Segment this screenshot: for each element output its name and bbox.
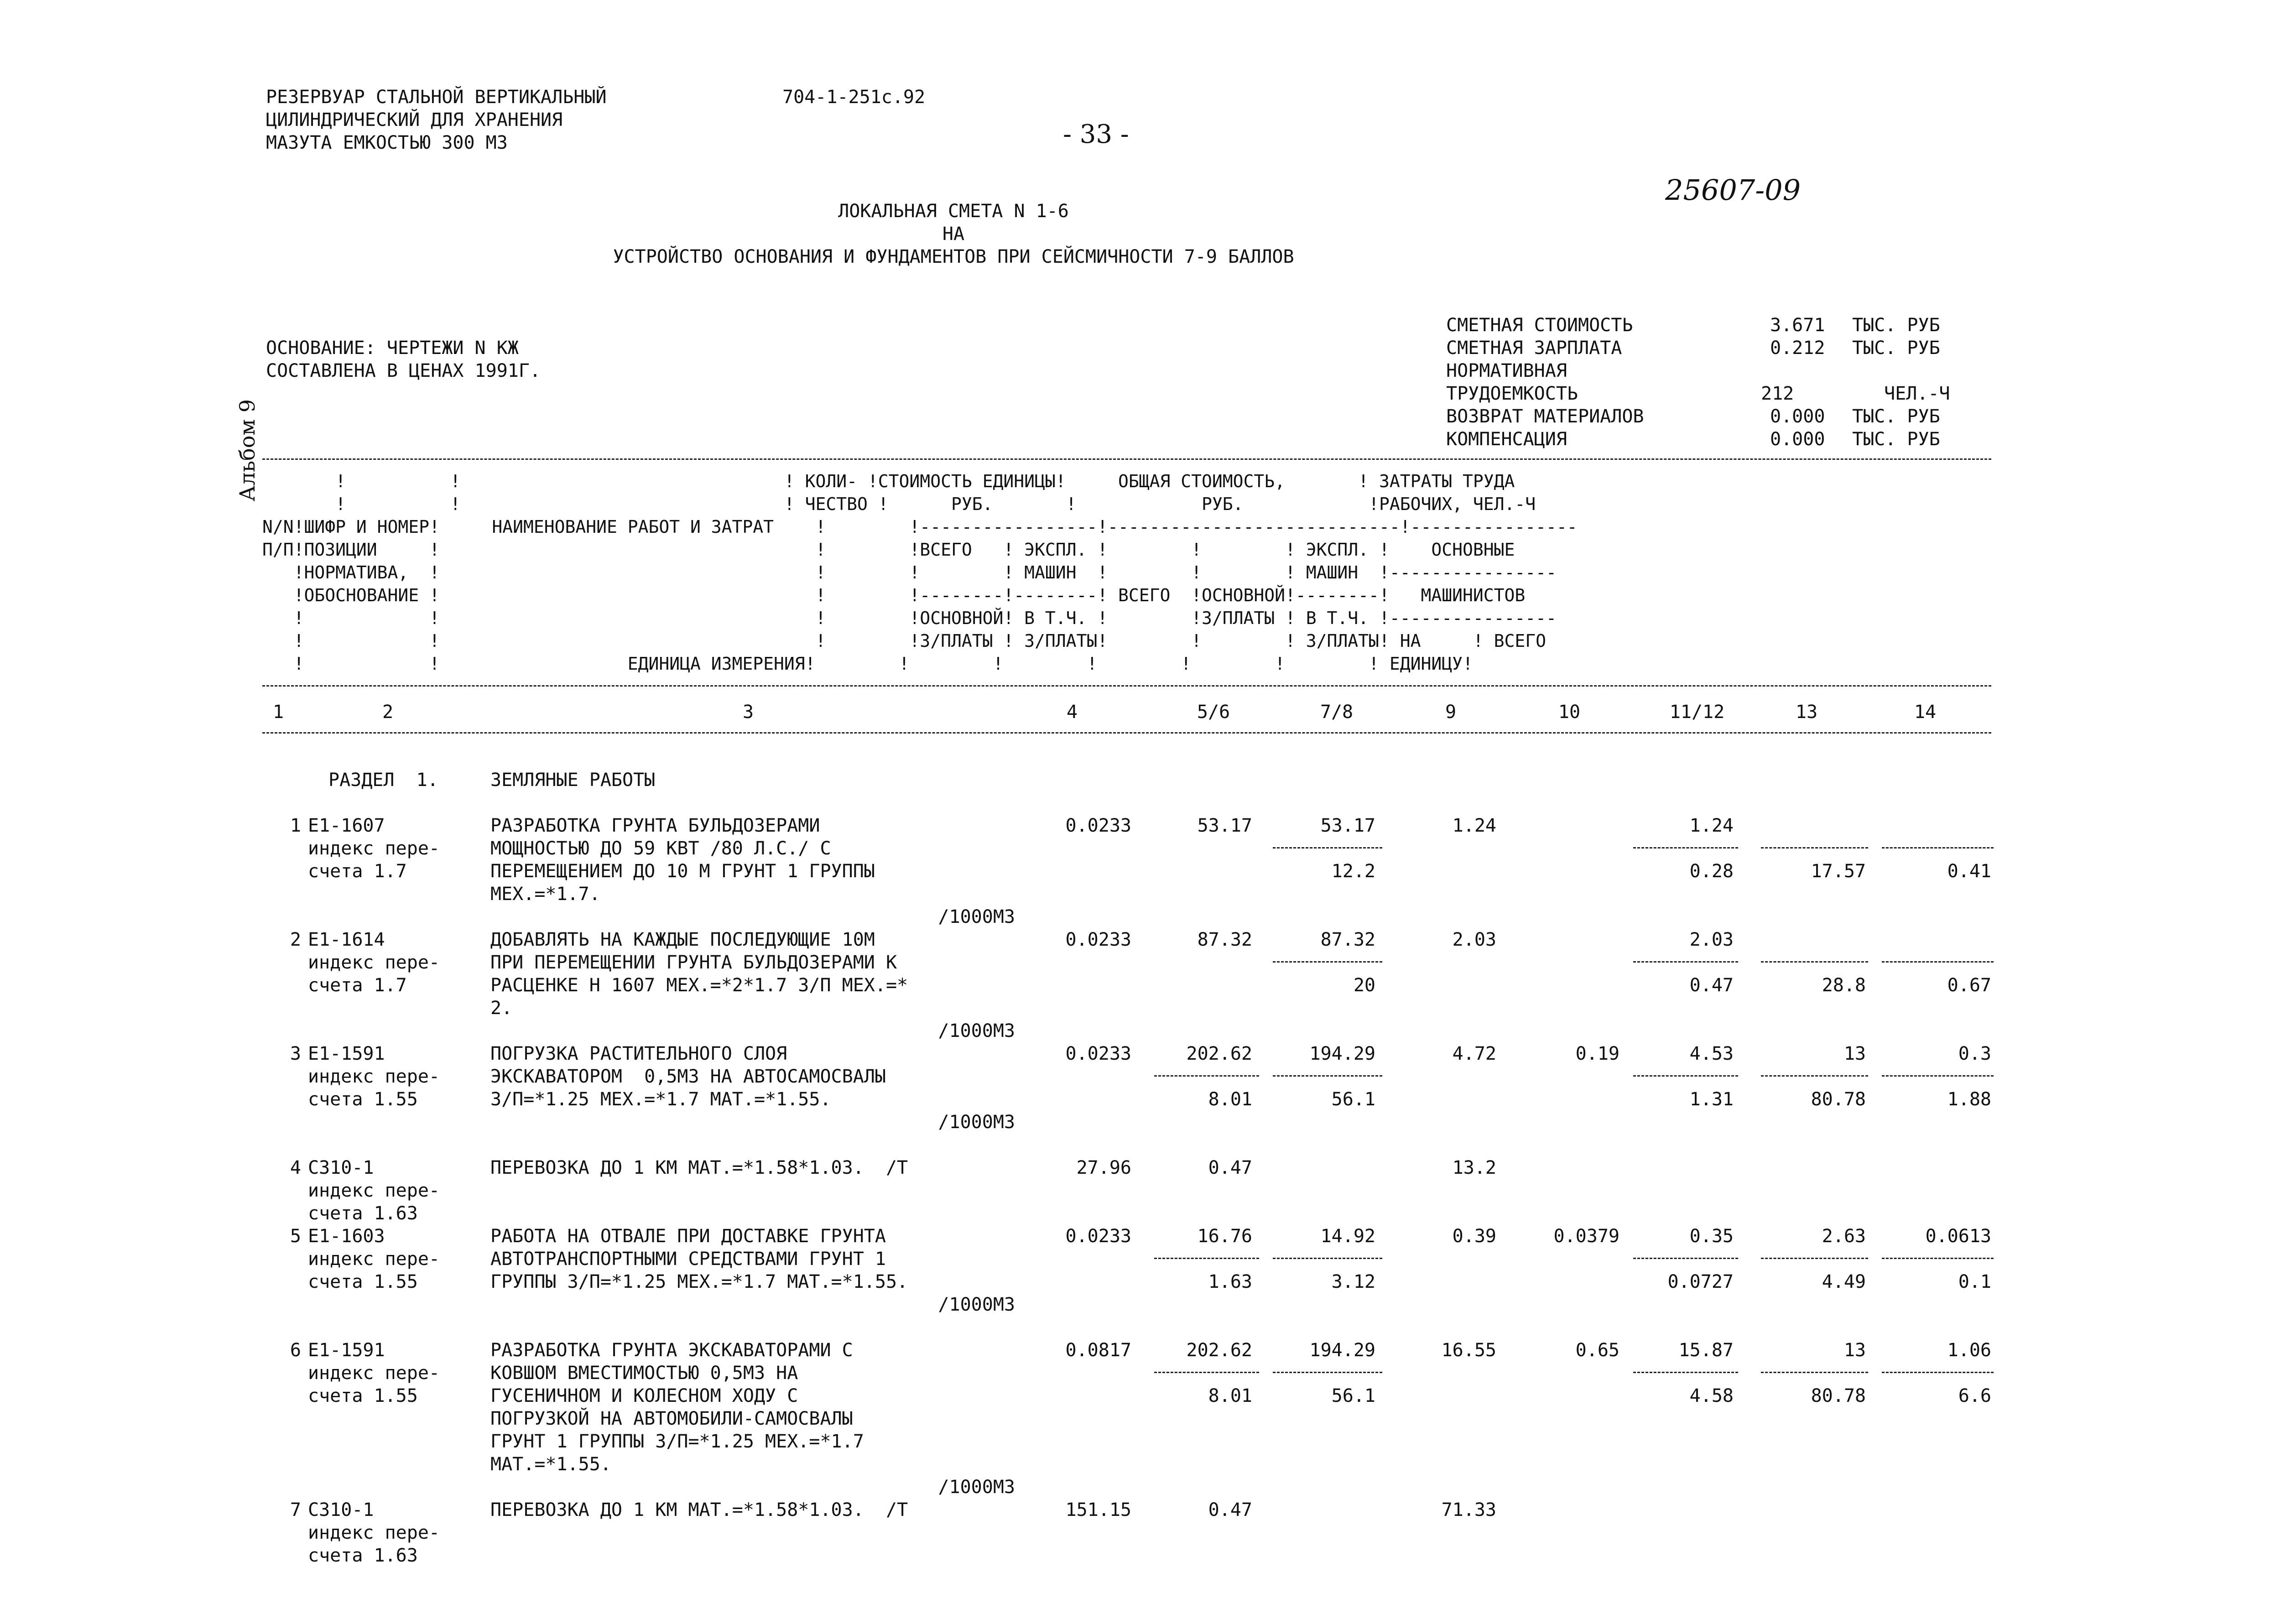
column-number: 9 xyxy=(1445,702,1457,723)
row-total-cost: 71.33 xyxy=(1441,1499,1496,1520)
row-operators-per-unit: 80.78 xyxy=(1811,1089,1866,1110)
cell-separator xyxy=(1633,1075,1738,1077)
column-number: 3 xyxy=(742,702,754,723)
row-unit-cost-total: 0.47 xyxy=(1208,1157,1252,1178)
cell-separator xyxy=(1154,1372,1259,1373)
row-quantity: 0.0233 xyxy=(1065,929,1131,950)
row-labor-per-unit: 13 xyxy=(1844,1340,1866,1361)
column-number: 2 xyxy=(382,702,394,723)
row-number: 1 xyxy=(290,815,301,836)
row-name: ДОБАВЛЯТЬ НА КАЖДЫЕ ПОСЛЕДУЮЩИЕ 10М xyxy=(490,929,875,950)
row-code: счета 1.63 xyxy=(308,1203,418,1224)
row-name: РАБОТА НА ОТВАЛЕ ПРИ ДОСТАВКЕ ГРУНТА xyxy=(490,1226,886,1247)
row-total-machines: 15.87 xyxy=(1678,1340,1734,1361)
row-code: счета 1.55 xyxy=(308,1089,418,1110)
row-quantity: 0.0233 xyxy=(1065,815,1131,836)
row-operators-total: 0.41 xyxy=(1947,861,1991,882)
header-line: !ОБОСНОВАНИЕ ! ! !--------!--------! ВСЕГО !ОСНОВНОЙ!--------! МАШИНИСТОВ xyxy=(262,585,1526,605)
row-operators-total: 0.1 xyxy=(1958,1271,1991,1292)
cell-separator xyxy=(1273,847,1382,848)
row-unit: /1000М3 xyxy=(938,1477,1015,1498)
row-name: ГРУППЫ З/П=*1.25 МЕХ.=*1.7 МАТ.=*1.55. xyxy=(490,1271,908,1292)
cell-separator xyxy=(1761,1372,1868,1373)
page-number: - 33 - xyxy=(1063,120,1129,149)
row-total-cost: 1.24 xyxy=(1452,815,1496,836)
doc-title-line: РЕЗЕРВУАР СТАЛЬНОЙ ВЕРТИКАЛЬНЫЙ xyxy=(266,87,607,108)
row-code: счета 1.7 xyxy=(308,861,407,882)
row-total-machine-wages: 0.47 xyxy=(1689,975,1734,996)
project-code: 704-1-251с.92 xyxy=(782,87,926,108)
column-number: 14 xyxy=(1914,702,1937,723)
row-unit-cost-total: 202.62 xyxy=(1186,1043,1252,1064)
cell-separator xyxy=(1882,961,1994,963)
row-labor-total: 1.06 xyxy=(1947,1340,1991,1361)
row-total-machines: 2.03 xyxy=(1689,929,1734,950)
summary-value: 0.000 xyxy=(1770,406,1825,427)
summary-value: 3.671 xyxy=(1770,315,1825,336)
summary-unit: ТЫС. РУБ xyxy=(1852,429,1940,450)
row-labor-per-unit: 13 xyxy=(1844,1043,1866,1064)
row-name: ПЕРЕВОЗКА ДО 1 КМ МАТ.=*1.58*1.03. /Т xyxy=(490,1157,908,1178)
estimate-subject: УСТРОЙСТВО ОСНОВАНИЯ И ФУНДАМЕНТОВ ПРИ СЕЙСМИЧНОСТИ 7-9 БАЛЛОВ xyxy=(613,246,1294,267)
cell-separator xyxy=(1273,1258,1382,1259)
row-unit-wages: 8.01 xyxy=(1208,1385,1252,1406)
row-name: РАЗРАБОТКА ГРУНТА БУЛЬДОЗЕРАМИ xyxy=(490,815,820,836)
row-unit-cost-total: 87.32 xyxy=(1197,929,1252,950)
cell-separator xyxy=(1882,1075,1994,1077)
summary-unit: ТЫС. РУБ xyxy=(1852,406,1940,427)
summary-label: СМЕТНАЯ СТОИМОСТЬ xyxy=(1446,315,1633,336)
row-number: 5 xyxy=(290,1226,301,1247)
summary-label: СМЕТНАЯ ЗАРПЛАТА xyxy=(1446,338,1622,359)
row-code: индекс пере- xyxy=(308,1066,440,1087)
cell-separator xyxy=(1633,1258,1738,1259)
row-name: МАТ.=*1.55. xyxy=(490,1454,611,1475)
header-line: ! ! ! КОЛИ- !СТОИМОСТЬ ЕДИНИЦЫ! ОБЩАЯ СТОИМОСТЬ, ! ЗАТРАТЫ ТРУДА xyxy=(262,471,1515,491)
row-name: МЕХ.=*1.7. xyxy=(490,884,600,905)
row-unit-cost-machines: 53.17 xyxy=(1320,815,1375,836)
row-name: АВТОТРАНСПОРТНЫМИ СРЕДСТВАМИ ГРУНТ 1 xyxy=(490,1249,886,1270)
row-total-cost: 16.55 xyxy=(1441,1340,1496,1361)
row-code: индекс пере- xyxy=(308,1363,440,1384)
row-code: Е1-1591 xyxy=(308,1340,385,1361)
cell-separator xyxy=(1761,1075,1868,1077)
row-total-cost: 13.2 xyxy=(1452,1157,1496,1178)
column-number: 1 xyxy=(272,702,284,723)
summary-label: ТРУДОЕМКОСТЬ xyxy=(1446,383,1578,404)
row-operators-total: 1.88 xyxy=(1947,1089,1991,1110)
cell-separator xyxy=(1154,1075,1259,1077)
row-labor-total: 0.3 xyxy=(1958,1043,1991,1064)
row-name: ПОГРУЗКА РАСТИТЕЛЬНОГО СЛОЯ xyxy=(490,1043,787,1064)
cell-separator xyxy=(1882,1258,1994,1259)
row-code: Е1-1591 xyxy=(308,1043,385,1064)
estimate-title: ЛОКАЛЬНАЯ СМЕТА N 1-6 xyxy=(838,201,1069,222)
header-line: !НОРМАТИВА, ! ! ! ! МАШИН ! ! ! МАШИН !---------------- xyxy=(262,562,1557,583)
row-total-machines: 0.35 xyxy=(1689,1226,1734,1247)
cell-separator xyxy=(1633,961,1738,963)
row-total-machine-wages: 4.58 xyxy=(1689,1385,1734,1406)
row-total-machine-wages: 0.0727 xyxy=(1667,1271,1734,1292)
section-number: РАЗДЕЛ 1. xyxy=(328,770,438,791)
estimate-basis: ОСНОВАНИЕ: ЧЕРТЕЖИ N КЖ xyxy=(266,338,519,359)
row-unit-cost-machines: 14.92 xyxy=(1320,1226,1375,1247)
cell-separator xyxy=(1761,1258,1868,1259)
row-total-cost: 4.72 xyxy=(1452,1043,1496,1064)
row-code: индекс пере- xyxy=(308,1522,440,1543)
row-quantity: 0.0233 xyxy=(1065,1043,1131,1064)
row-code: Е1-1603 xyxy=(308,1226,385,1247)
row-name: ПЕРЕВОЗКА ДО 1 КМ МАТ.=*1.58*1.03. /Т xyxy=(490,1499,908,1520)
summary-unit: ЧЕЛ.-Ч xyxy=(1884,383,1950,404)
row-unit: /1000М3 xyxy=(938,1020,1015,1041)
summary-value: 212 xyxy=(1761,383,1794,404)
row-unit: /1000М3 xyxy=(938,1294,1015,1315)
row-name: ПОГРУЗКОЙ НА АВТОМОБИЛИ-САМОСВАЛЫ xyxy=(490,1408,853,1429)
row-operators-per-unit: 80.78 xyxy=(1811,1385,1866,1406)
column-number: 4 xyxy=(1066,702,1078,723)
row-number: 6 xyxy=(290,1340,301,1361)
row-unit-machine-wages: 3.12 xyxy=(1331,1271,1375,1292)
row-unit-machine-wages: 56.1 xyxy=(1331,1385,1375,1406)
section-name: ЗЕМЛЯНЫЕ РАБОТЫ xyxy=(490,770,656,791)
estimate-prices: СОСТАВЛЕНА В ЦЕНАХ 1991Г. xyxy=(266,360,541,381)
row-unit: /1000М3 xyxy=(938,906,1015,927)
handwritten-code: 25607-09 xyxy=(1665,173,1801,207)
row-code: С310-1 xyxy=(308,1499,374,1520)
row-code: Е1-1607 xyxy=(308,815,385,836)
column-number: 11/12 xyxy=(1669,702,1725,723)
row-code: Е1-1614 xyxy=(308,929,385,950)
row-name: МОЩНОСТЬЮ ДО 59 КВТ /80 Л.С./ С xyxy=(490,838,831,859)
row-number: 2 xyxy=(290,929,301,950)
album-label: Альбом 9 xyxy=(235,399,260,502)
cell-separator xyxy=(1633,847,1738,848)
row-total-cost: 0.39 xyxy=(1452,1226,1496,1247)
row-total-machines: 4.53 xyxy=(1689,1043,1734,1064)
summary-label: НОРМАТИВНАЯ xyxy=(1446,360,1567,381)
header-line: ! ! ЕДИНИЦА ИЗМЕРЕНИЯ! ! ! ! ! ! ! ЕДИНИЦУ! xyxy=(262,654,1473,674)
row-total-cost: 2.03 xyxy=(1452,929,1496,950)
row-total-machines: 1.24 xyxy=(1689,815,1734,836)
row-code: счета 1.55 xyxy=(308,1271,418,1292)
row-total-machine-wages: 0.28 xyxy=(1689,861,1734,882)
cell-separator xyxy=(1882,1372,1994,1373)
header-line: П/П!ПОЗИЦИИ ! ! !ВСЕГО ! ЭКСПЛ. ! ! ! ЭКСПЛ. ! ОСНОВНЫЕ xyxy=(262,540,1515,560)
row-name: 2. xyxy=(490,998,513,1019)
row-code: счета 1.63 xyxy=(308,1545,418,1566)
summary-unit: ТЫС. РУБ xyxy=(1852,338,1940,359)
row-labor-total: 0.0613 xyxy=(1925,1226,1991,1247)
summary-unit: ТЫС. РУБ xyxy=(1852,315,1940,336)
row-unit: /1000М3 xyxy=(938,1112,1015,1133)
cell-separator xyxy=(1154,1258,1259,1259)
row-total-machine-wages: 1.31 xyxy=(1689,1089,1734,1110)
column-number: 13 xyxy=(1795,702,1818,723)
row-name: З/П=*1.25 МЕХ.=*1.7 МАТ.=*1.55. xyxy=(490,1089,831,1110)
cell-separator xyxy=(1761,847,1868,848)
row-name: ГУСЕНИЧНОМ И КОЛЕСНОМ ХОДУ С xyxy=(490,1385,798,1406)
row-name: РАСЦЕНКЕ Н 1607 МЕХ.=*2*1.7 З/П МЕХ.=* xyxy=(490,975,908,996)
row-total-wages: 0.19 xyxy=(1575,1043,1620,1064)
row-operators-total: 0.67 xyxy=(1947,975,1991,996)
row-number: 4 xyxy=(290,1157,301,1178)
row-name: ПРИ ПЕРЕМЕЩЕНИИ ГРУНТА БУЛЬДОЗЕРАМИ К xyxy=(490,952,897,973)
row-unit-cost-machines: 87.32 xyxy=(1320,929,1375,950)
row-unit-wages: 8.01 xyxy=(1208,1089,1252,1110)
header-line: ! ! ! !З/ПЛАТЫ ! З/ПЛАТЫ! ! ! З/ПЛАТЫ! НА ! ВСЕГО xyxy=(262,631,1546,651)
row-unit-cost-total: 202.62 xyxy=(1186,1340,1252,1361)
cell-separator xyxy=(1273,961,1382,963)
row-unit-wages: 1.63 xyxy=(1208,1271,1252,1292)
row-unit-machine-wages: 12.2 xyxy=(1331,861,1375,882)
row-total-wages: 0.0379 xyxy=(1553,1226,1620,1247)
row-operators-total: 6.6 xyxy=(1958,1385,1991,1406)
estimate-on: НА xyxy=(942,224,965,245)
row-name: ЭКСКАВАТОРОМ 0,5М3 НА АВТОСАМОСВАЛЫ xyxy=(490,1066,886,1087)
row-quantity: 151.15 xyxy=(1065,1499,1131,1520)
row-operators-per-unit: 28.8 xyxy=(1822,975,1866,996)
row-total-wages: 0.65 xyxy=(1575,1340,1620,1361)
doc-title-line: МАЗУТА ЕМКОСТЬЮ 300 М3 xyxy=(266,132,508,153)
row-unit-cost-total: 0.47 xyxy=(1208,1499,1252,1520)
cell-separator xyxy=(1633,1372,1738,1373)
summary-value: 0.000 xyxy=(1770,429,1825,450)
row-code: счета 1.55 xyxy=(308,1385,418,1406)
row-code: индекс пере- xyxy=(308,1180,440,1201)
column-number: 10 xyxy=(1558,702,1581,723)
cell-separator xyxy=(1273,1075,1382,1077)
row-unit-machine-wages: 56.1 xyxy=(1331,1089,1375,1110)
row-unit-cost-machines: 194.29 xyxy=(1309,1043,1375,1064)
row-code: индекс пере- xyxy=(308,952,440,973)
row-name: КОВШОМ ВМЕСТИМОСТЬЮ 0,5М3 НА xyxy=(490,1363,798,1384)
cell-separator xyxy=(1882,847,1994,848)
row-code: индекс пере- xyxy=(308,1249,440,1270)
summary-label: ВОЗВРАТ МАТЕРИАЛОВ xyxy=(1446,406,1644,427)
column-number: 7/8 xyxy=(1320,702,1354,723)
row-number: 3 xyxy=(290,1043,301,1064)
row-number: 7 xyxy=(290,1499,301,1520)
header-line: ! ! ! !ОСНОВНОЙ! В Т.Ч. ! !З/ПЛАТЫ ! В Т.Ч. !---------------- xyxy=(262,608,1557,628)
row-code: С310-1 xyxy=(308,1157,374,1178)
header-line: N/N!ШИФР И НОМЕР! НАИМЕНОВАНИЕ РАБОТ И ЗАТРАТ ! !-----------------!----------------------------!---------------- xyxy=(262,517,1578,537)
row-unit-machine-wages: 20 xyxy=(1353,975,1375,996)
row-code: счета 1.7 xyxy=(308,975,407,996)
row-operators-per-unit: 17.57 xyxy=(1811,861,1866,882)
row-operators-per-unit: 4.49 xyxy=(1822,1271,1866,1292)
summary-label: КОМПЕНСАЦИЯ xyxy=(1446,429,1567,450)
row-quantity: 27.96 xyxy=(1076,1157,1131,1178)
row-code: индекс пере- xyxy=(308,838,440,859)
row-quantity: 0.0817 xyxy=(1065,1340,1131,1361)
row-unit-cost-total: 16.76 xyxy=(1197,1226,1252,1247)
row-labor-per-unit: 2.63 xyxy=(1822,1226,1866,1247)
row-name: ГРУНТ 1 ГРУППЫ З/П=*1.25 МЕХ.=*1.7 xyxy=(490,1431,864,1452)
row-name: ПЕРЕМЕЩЕНИЕМ ДО 10 М ГРУНТ 1 ГРУППЫ xyxy=(490,861,875,882)
row-unit-cost-machines: 194.29 xyxy=(1309,1340,1375,1361)
header-line: ! ! ! ЧЕСТВО ! РУБ. ! РУБ. !РАБОЧИХ, ЧЕЛ.-Ч xyxy=(262,494,1536,514)
row-name: РАЗРАБОТКА ГРУНТА ЭКСКАВАТОРАМИ С xyxy=(490,1340,853,1361)
doc-title-line: ЦИЛИНДРИЧЕСКИЙ ДЛЯ ХРАНЕНИЯ xyxy=(266,109,563,130)
row-quantity: 0.0233 xyxy=(1065,1226,1131,1247)
summary-value: 0.212 xyxy=(1770,338,1825,359)
cell-separator xyxy=(1273,1372,1382,1373)
column-number: 5/6 xyxy=(1197,702,1230,723)
row-unit-cost-total: 53.17 xyxy=(1197,815,1252,836)
cell-separator xyxy=(1761,961,1868,963)
